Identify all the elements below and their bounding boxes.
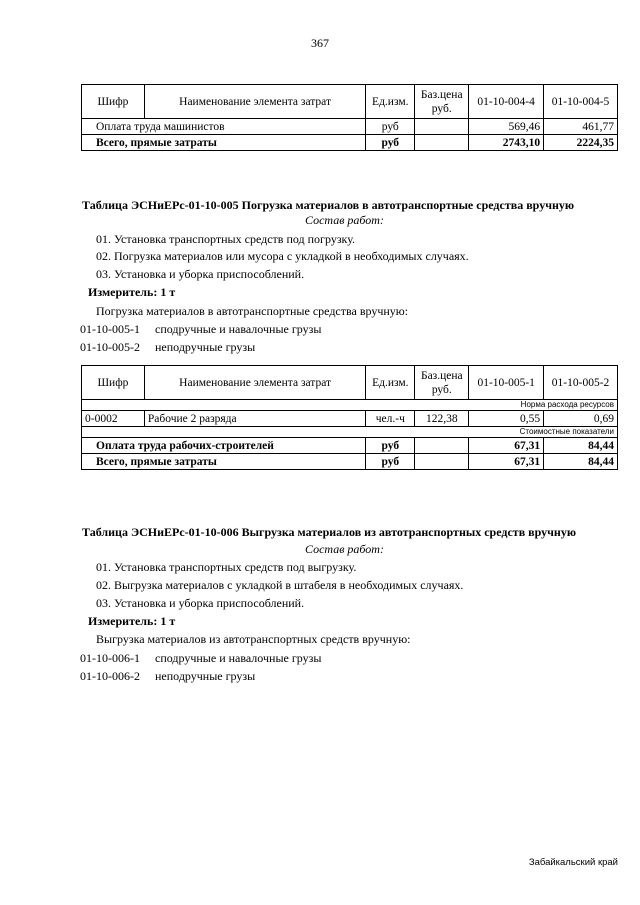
header-col-a: 01-10-004-4 — [469, 85, 544, 119]
page-number: 367 — [311, 36, 329, 50]
row-value-b: 84,44 — [544, 438, 618, 454]
step-item: 01. Установка транспортных средств под выгрузку. — [96, 560, 357, 574]
row-value-a: 67,31 — [469, 454, 544, 470]
header-unit: Ед.изм. — [366, 366, 415, 400]
norm-label-row — [82, 400, 618, 411]
header-col-b: 01-10-005-2 — [544, 366, 618, 400]
table-row — [82, 119, 618, 135]
intro-text: Погрузка материалов в автотранспортные средства вручную: — [96, 304, 409, 318]
composition-heading: Состав работ: — [305, 213, 384, 227]
header-name: Наименование элемента затрат — [144, 85, 365, 119]
intro-text: Выгрузка материалов из автотранспортных средств вручную: — [96, 632, 411, 646]
row-name: Оплата труда рабочих-строителей — [82, 438, 366, 454]
header-col-b: 01-10-004-5 — [544, 85, 618, 119]
row-code: 0-0002 — [82, 411, 145, 427]
header-price: Баз.цена руб. — [415, 85, 469, 119]
row-name: Рабочие 2 разряда — [144, 411, 365, 427]
row-name: Всего, прямые затраты — [82, 454, 366, 470]
step-item: 01. Установка транспортных средств под погрузку. — [96, 232, 356, 246]
table-01-10-005 — [81, 365, 618, 470]
row-value-a: 67,31 — [469, 438, 544, 454]
header-code: Шифр — [82, 85, 145, 119]
header-name: Наименование элемента затрат — [144, 366, 365, 400]
footer-region: Забайкальский край — [528, 857, 618, 868]
cost-label-row — [82, 427, 618, 438]
row-value-a: 2743,10 — [469, 135, 544, 151]
row-value-b: 2224,35 — [544, 135, 618, 151]
item-code: 01-10-006-2 — [80, 669, 140, 683]
row-name: Всего, прямые затраты — [82, 135, 366, 151]
item-code: 01-10-005-1 — [80, 322, 140, 336]
row-unit: руб — [366, 438, 415, 454]
row-unit: руб — [366, 135, 415, 151]
table-row — [82, 411, 618, 427]
measure-unit: Измеритель: 1 т — [88, 285, 176, 299]
item-label: неподручные грузы — [155, 340, 256, 354]
row-name: Оплата труда машинистов — [82, 119, 366, 135]
norm-label: Норма расхода ресурсов — [82, 400, 618, 411]
row-value-b: 84,44 — [544, 454, 618, 470]
row-unit: руб — [366, 119, 415, 135]
cost-label: Стоимостные показатели — [82, 427, 618, 438]
row-value-a: 0,55 — [469, 411, 544, 427]
item-label: сподручные и навалочные грузы — [155, 322, 322, 336]
table-row — [82, 454, 618, 470]
row-unit: чел.-ч — [366, 411, 415, 427]
step-item: 03. Установка и уборка приспособлений. — [96, 267, 305, 281]
row-price — [415, 438, 469, 454]
row-price — [415, 454, 469, 470]
section-title: Таблица ЭСНиЕРс-01-10-005 Погрузка материалов в автотранспортные средства вручную — [82, 198, 575, 212]
step-item: 03. Установка и уборка приспособлений. — [96, 596, 305, 610]
table-header-row — [82, 85, 618, 119]
header-code: Шифр — [82, 366, 145, 400]
section-title: Таблица ЭСНиЕРс-01-10-006 Выгрузка материалов из автотранспортных средств вручную — [82, 525, 577, 539]
row-price: 122,38 — [415, 411, 469, 427]
header-unit: Ед.изм. — [366, 85, 415, 119]
measure-unit: Измеритель: 1 т — [88, 614, 176, 628]
step-item: 02. Погрузка материалов или мусора с укладкой в необходимых случаях. — [96, 249, 469, 263]
table-01-10-004 — [81, 84, 618, 151]
row-value-b: 461,77 — [544, 119, 618, 135]
row-value-a: 569,46 — [469, 119, 544, 135]
composition-heading: Состав работ: — [305, 542, 384, 556]
item-code: 01-10-006-1 — [80, 651, 140, 665]
row-price — [415, 135, 469, 151]
table-row — [82, 438, 618, 454]
table-header-row — [82, 366, 618, 400]
row-unit: руб — [366, 454, 415, 470]
table-row — [82, 135, 618, 151]
header-price: Баз.цена руб. — [415, 366, 469, 400]
item-code: 01-10-005-2 — [80, 340, 140, 354]
item-label: неподручные грузы — [155, 669, 256, 683]
row-price — [415, 119, 469, 135]
header-col-a: 01-10-005-1 — [469, 366, 544, 400]
item-label: сподручные и навалочные грузы — [155, 651, 322, 665]
step-item: 02. Выгрузка материалов с укладкой в штабеля в необходимых случаях. — [96, 578, 464, 592]
row-value-b: 0,69 — [544, 411, 618, 427]
